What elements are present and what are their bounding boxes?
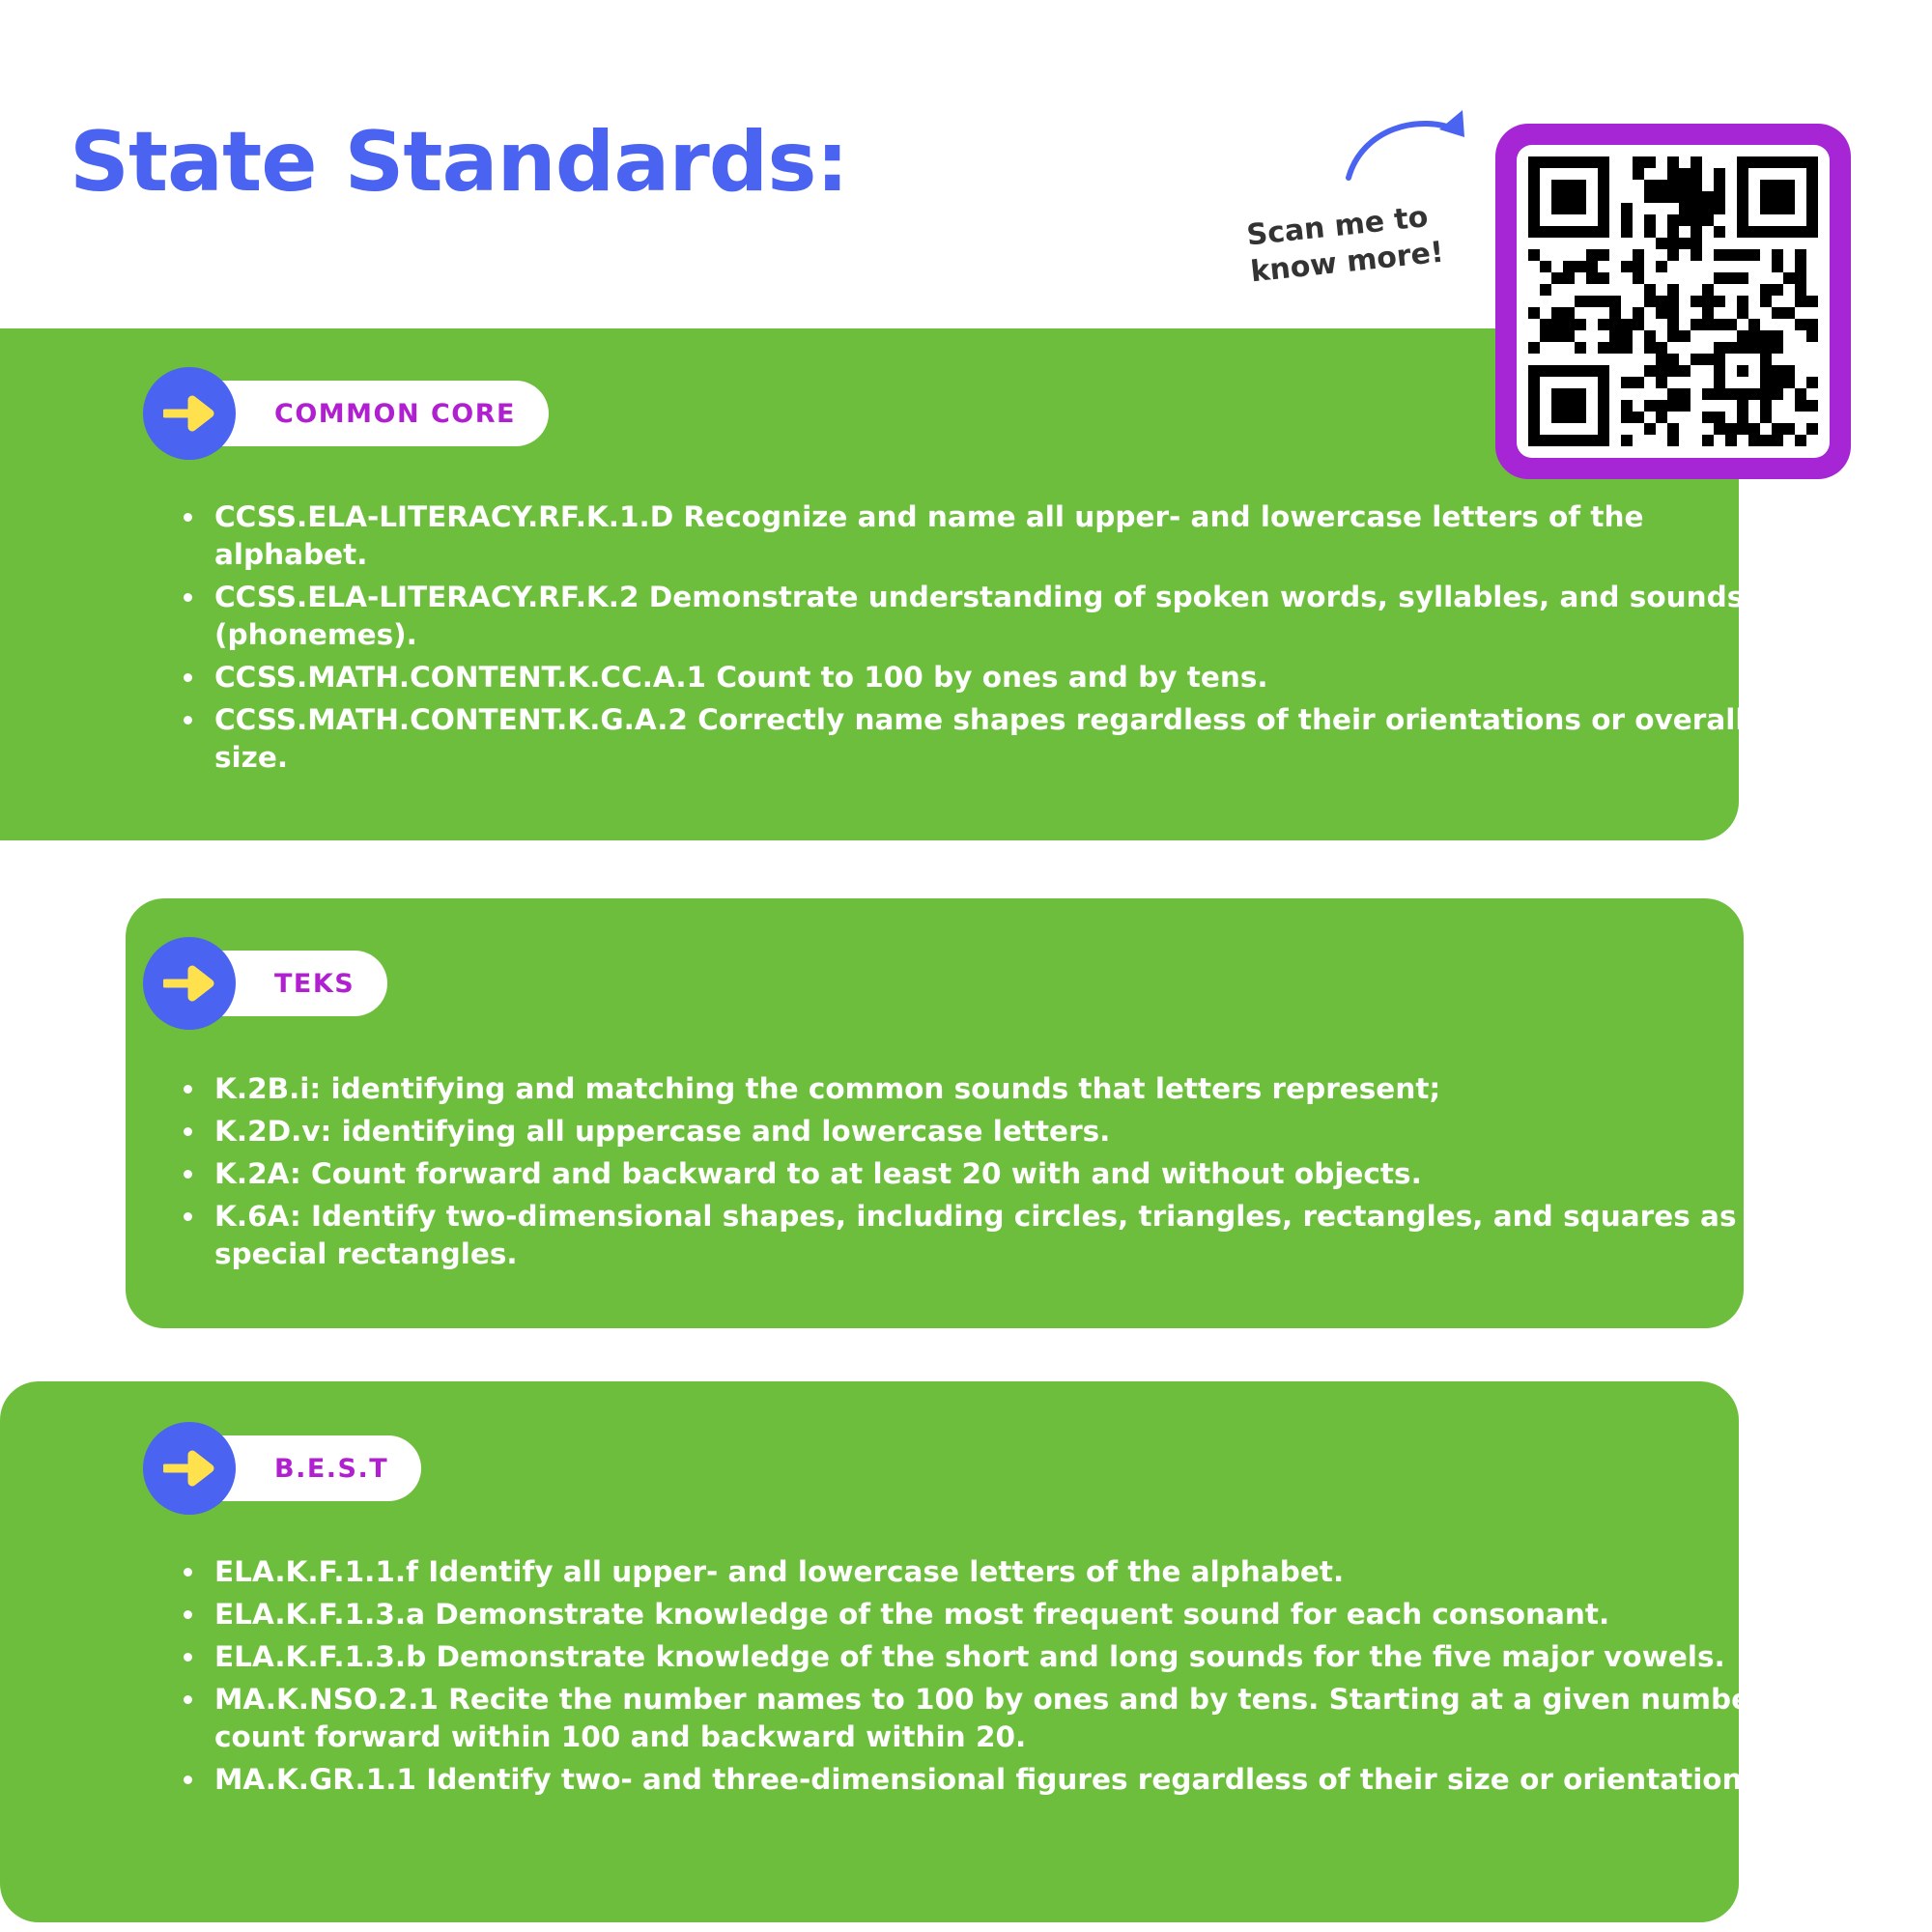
list-item: MA.K.GR.1.1 Identify two- and three-dimensional figures regardless of their size or orientation. — [207, 1761, 1791, 1799]
qr-code[interactable] — [1495, 124, 1851, 479]
section-tag-label: COMMON CORE — [170, 381, 549, 446]
list-item: ELA.K.F.1.3.b Demonstrate knowledge of the short and long sounds for the five major vowels. — [207, 1638, 1791, 1676]
section-tag-teks — [143, 937, 387, 1030]
list-item: K.2D.v: identifying all uppercase and lowercase letters. — [207, 1113, 1781, 1151]
list-item: CCSS.MATH.CONTENT.K.G.A.2 Correctly name shapes regardless of their orientations or overall size. — [207, 701, 1762, 777]
list-item: K.2A: Count forward and backward to at least 20 with and without objects. — [207, 1155, 1781, 1193]
curved-arrow-icon — [1343, 108, 1478, 195]
arrow-right-icon — [143, 367, 236, 460]
section-tag-common-core — [143, 367, 549, 460]
arrow-right-icon — [143, 1422, 236, 1515]
section-tag-best — [143, 1422, 421, 1515]
standards-list-best — [164, 1553, 1791, 1804]
list-item: MA.K.NSO.2.1 Recite the number names to 100 by ones and by tens. Starting at a given number, count forward within 100 and backward within 20. — [207, 1681, 1791, 1756]
qr-code-modules — [1528, 156, 1818, 446]
scan-me-label: Scan me to know more! — [1244, 200, 1446, 289]
section-tag-label: TEKS — [170, 951, 387, 1016]
list-item: ELA.K.F.1.1.f Identify all upper- and lowercase letters of the alphabet. — [207, 1553, 1791, 1591]
list-item: CCSS.ELA-LITERACY.RF.K.1.D Recognize and name all upper- and lowercase letters of the alphabet. — [207, 498, 1762, 574]
section-tag-label: B.E.S.T — [170, 1435, 421, 1501]
page-title: State Standards: — [70, 114, 848, 211]
arrow-right-icon — [143, 937, 236, 1030]
standards-list-teks — [164, 1070, 1781, 1278]
list-item: K.2B.i: identifying and matching the common sounds that letters represent; — [207, 1070, 1781, 1108]
standards-list-common-core — [164, 498, 1762, 781]
list-item: CCSS.ELA-LITERACY.RF.K.2 Demonstrate understanding of spoken words, syllables, and sounds (phonemes). — [207, 579, 1762, 654]
qr-code-inner — [1517, 145, 1830, 458]
list-item: CCSS.MATH.CONTENT.K.CC.A.1 Count to 100 by ones and by tens. — [207, 659, 1762, 696]
list-item: K.6A: Identify two-dimensional shapes, including circles, triangles, rectangles, and squares as special rectangles. — [207, 1198, 1781, 1273]
list-item: ELA.K.F.1.3.a Demonstrate knowledge of the most frequent sound for each consonant. — [207, 1596, 1791, 1634]
